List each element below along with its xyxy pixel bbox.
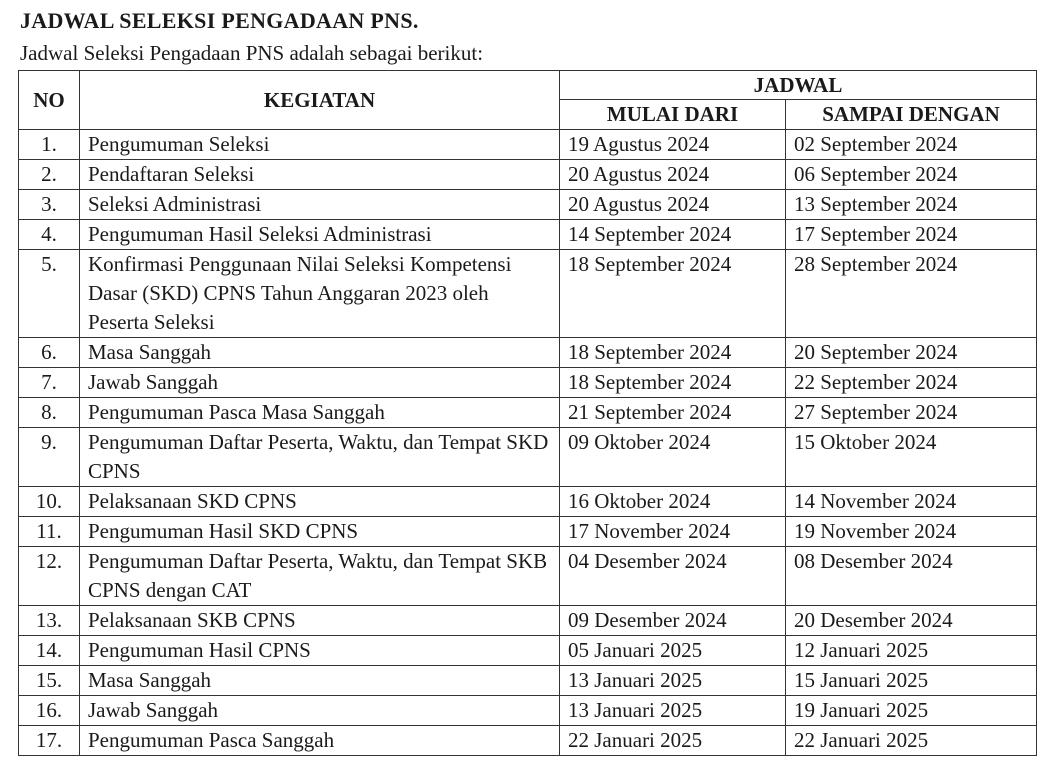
activity-cell: Pengumuman Daftar Peserta, Waktu, dan Tempat SKB CPNS dengan CAT xyxy=(80,547,560,606)
start-date-cell: 13 Januari 2025 xyxy=(560,696,786,726)
table-row xyxy=(19,666,1037,696)
header-no: NO xyxy=(19,71,80,130)
row-number: 7. xyxy=(19,368,80,398)
start-date-cell: 05 Januari 2025 xyxy=(560,636,786,666)
start-date-cell: 18 September 2024 xyxy=(560,338,786,368)
activity-cell: Pendaftaran Seleksi xyxy=(80,160,560,190)
activity-cell: Masa Sanggah xyxy=(80,338,560,368)
end-date-cell: 02 September 2024 xyxy=(786,130,1037,160)
table-row xyxy=(19,606,1037,636)
table-row xyxy=(19,696,1037,726)
start-date-cell: 09 Oktober 2024 xyxy=(560,428,786,487)
activity-cell: Pengumuman Hasil SKD CPNS xyxy=(80,517,560,547)
start-date-cell: 20 Agustus 2024 xyxy=(560,160,786,190)
end-date-cell: 13 September 2024 xyxy=(786,190,1037,220)
end-date-cell: 20 September 2024 xyxy=(786,338,1037,368)
table-row xyxy=(19,338,1037,368)
start-date-cell: 13 Januari 2025 xyxy=(560,666,786,696)
start-date-cell: 18 September 2024 xyxy=(560,368,786,398)
table-row xyxy=(19,190,1037,220)
row-number: 17. xyxy=(19,726,80,756)
header-sampai-dengan: SAMPAI DENGAN xyxy=(786,100,1037,130)
activity-cell: Pengumuman Seleksi xyxy=(80,130,560,160)
activity-cell: Pengumuman Pasca Sanggah xyxy=(80,726,560,756)
start-date-cell: 21 September 2024 xyxy=(560,398,786,428)
activity-cell: Konfirmasi Penggunaan Nilai Seleksi Kompetensi Dasar (SKD) CPNS Tahun Anggaran 2023 oleh Peserta Seleksi xyxy=(80,250,560,338)
row-number: 9. xyxy=(19,428,80,487)
row-number: 11. xyxy=(19,517,80,547)
end-date-cell: 12 Januari 2025 xyxy=(786,636,1037,666)
table-header-row xyxy=(19,71,1037,100)
activity-cell: Jawab Sanggah xyxy=(80,696,560,726)
table-row xyxy=(19,547,1037,606)
end-date-cell: 19 Januari 2025 xyxy=(786,696,1037,726)
start-date-cell: 09 Desember 2024 xyxy=(560,606,786,636)
end-date-cell: 20 Desember 2024 xyxy=(786,606,1037,636)
activity-cell: Pengumuman Pasca Masa Sanggah xyxy=(80,398,560,428)
row-number: 6. xyxy=(19,338,80,368)
activity-cell: Masa Sanggah xyxy=(80,666,560,696)
table-row xyxy=(19,398,1037,428)
table-row xyxy=(19,130,1037,160)
activity-cell: Pelaksanaan SKB CPNS xyxy=(80,606,560,636)
start-date-cell: 14 September 2024 xyxy=(560,220,786,250)
table-row xyxy=(19,487,1037,517)
activity-cell: Jawab Sanggah xyxy=(80,368,560,398)
end-date-cell: 15 Oktober 2024 xyxy=(786,428,1037,487)
start-date-cell: 20 Agustus 2024 xyxy=(560,190,786,220)
start-date-cell: 04 Desember 2024 xyxy=(560,547,786,606)
row-number: 5. xyxy=(19,250,80,338)
start-date-cell: 18 September 2024 xyxy=(560,250,786,338)
start-date-cell: 19 Agustus 2024 xyxy=(560,130,786,160)
end-date-cell: 17 September 2024 xyxy=(786,220,1037,250)
row-number: 1. xyxy=(19,130,80,160)
table-row xyxy=(19,517,1037,547)
end-date-cell: 22 Januari 2025 xyxy=(786,726,1037,756)
table-row xyxy=(19,160,1037,190)
row-number: 3. xyxy=(19,190,80,220)
start-date-cell: 22 Januari 2025 xyxy=(560,726,786,756)
start-date-cell: 17 November 2024 xyxy=(560,517,786,547)
row-number: 8. xyxy=(19,398,80,428)
schedule-table xyxy=(18,70,1037,756)
row-number: 12. xyxy=(19,547,80,606)
row-number: 14. xyxy=(19,636,80,666)
activity-cell: Pengumuman Daftar Peserta, Waktu, dan Tempat SKD CPNS xyxy=(80,428,560,487)
document-title: JADWAL SELEKSI PENGADAAN PNS. xyxy=(20,8,419,33)
table-row xyxy=(19,636,1037,666)
end-date-cell: 08 Desember 2024 xyxy=(786,547,1037,606)
end-date-cell: 28 September 2024 xyxy=(786,250,1037,338)
header-jadwal: JADWAL xyxy=(560,71,1037,100)
end-date-cell: 15 Januari 2025 xyxy=(786,666,1037,696)
header-mulai-dari: MULAI DARI xyxy=(560,100,786,130)
row-number: 13. xyxy=(19,606,80,636)
activity-cell: Pengumuman Hasil CPNS xyxy=(80,636,560,666)
end-date-cell: 19 November 2024 xyxy=(786,517,1037,547)
end-date-cell: 06 September 2024 xyxy=(786,160,1037,190)
row-number: 15. xyxy=(19,666,80,696)
table-row xyxy=(19,220,1037,250)
end-date-cell: 22 September 2024 xyxy=(786,368,1037,398)
header-kegiatan: KEGIATAN xyxy=(80,71,560,130)
document-subtitle: Jadwal Seleksi Pengadaan PNS adalah sebagai berikut: xyxy=(20,41,484,65)
activity-cell: Pelaksanaan SKD CPNS xyxy=(80,487,560,517)
schedule-table-body xyxy=(19,130,1037,756)
row-number: 4. xyxy=(19,220,80,250)
table-row xyxy=(19,368,1037,398)
row-number: 2. xyxy=(19,160,80,190)
table-row xyxy=(19,726,1037,756)
table-row xyxy=(19,428,1037,487)
end-date-cell: 14 November 2024 xyxy=(786,487,1037,517)
row-number: 10. xyxy=(19,487,80,517)
start-date-cell: 16 Oktober 2024 xyxy=(560,487,786,517)
row-number: 16. xyxy=(19,696,80,726)
end-date-cell: 27 September 2024 xyxy=(786,398,1037,428)
activity-cell: Pengumuman Hasil Seleksi Administrasi xyxy=(80,220,560,250)
activity-cell: Seleksi Administrasi xyxy=(80,190,560,220)
table-row xyxy=(19,250,1037,338)
